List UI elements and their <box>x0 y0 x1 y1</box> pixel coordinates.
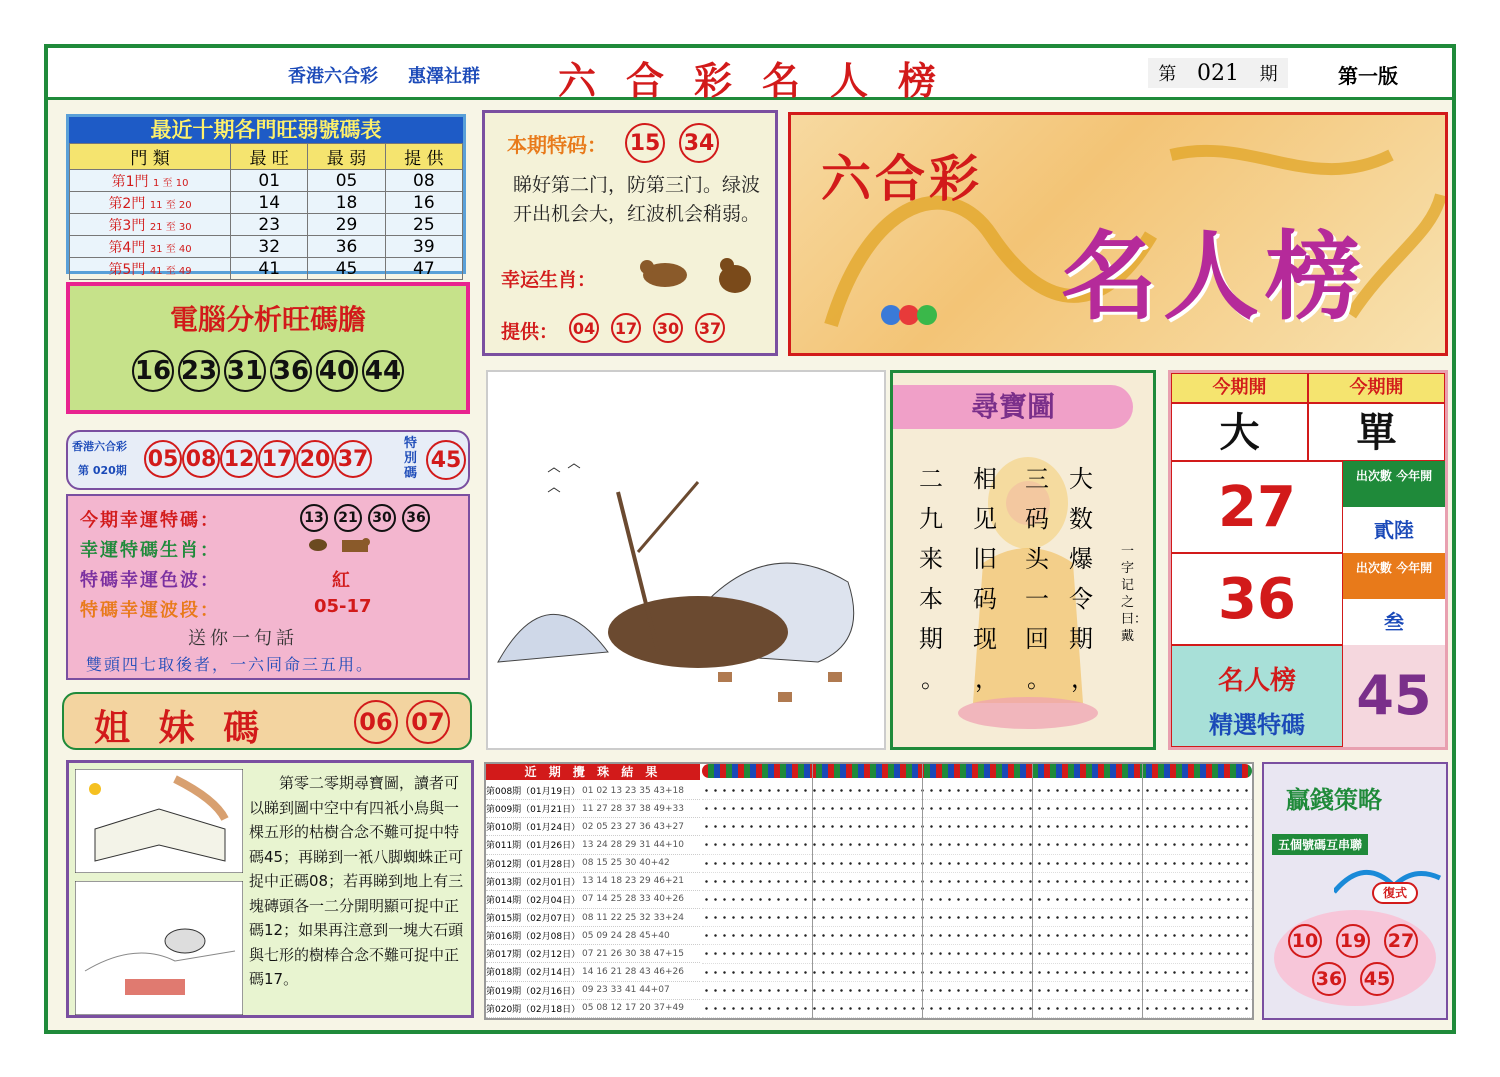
door-table <box>69 143 463 280</box>
right-box <box>1168 370 1448 750</box>
banner-title-2: 名人榜 <box>1061 220 1367 333</box>
cell-give: 16 <box>385 192 462 214</box>
treasure-punct: 。 <box>921 665 945 693</box>
dot-row <box>702 873 1252 891</box>
provide-number: 17 <box>611 313 641 343</box>
computer-number: 36 <box>270 350 312 392</box>
dot-divider <box>922 764 923 1018</box>
history-numbers: 09 23 33 41 44+07 <box>582 985 670 996</box>
famous-special: 45 <box>1343 645 1445 747</box>
last-issue-number: 08 <box>182 440 220 478</box>
poster-frame <box>44 44 1456 1034</box>
history-period: 第018期（02月14日） <box>486 968 581 979</box>
strategy-panel <box>1262 762 1448 1020</box>
strategy-sub: 五個號碼互串聯 <box>1272 834 1368 855</box>
history-row <box>486 891 700 909</box>
history-period: 第013期（02月01日） <box>486 877 581 888</box>
open-label-2: 今期開 <box>1308 373 1445 403</box>
cell-min: 18 <box>308 192 385 214</box>
computer-number: 16 <box>132 350 174 392</box>
last-issue-number: 20 <box>296 440 334 478</box>
dot-row <box>702 909 1252 927</box>
special-number: 15 <box>625 123 665 163</box>
dot-divider <box>1032 764 1033 1018</box>
strategy-number: 45 <box>1360 962 1394 996</box>
cell-min: 29 <box>308 214 385 236</box>
goat-icon <box>75 881 243 1015</box>
treasure-col: 大数爆令期 <box>1069 465 1093 653</box>
tag-1: 出次數 今年開 <box>1343 461 1445 507</box>
issue-post: 期 <box>1259 64 1278 85</box>
issue-pre: 第 <box>1158 64 1177 85</box>
computer-title: 電腦分析旺碼膽 <box>169 303 366 336</box>
door-range: 21 至 30 <box>149 221 192 233</box>
special-panel <box>482 110 778 356</box>
history-row <box>486 945 700 963</box>
treasure-side-note: 一字记之曰：戴 <box>1121 544 1148 644</box>
history-numbers: 02 05 23 27 36 43+27 <box>582 821 685 832</box>
tag-1-value: 貳陸 <box>1374 518 1414 542</box>
hedgehog-icon <box>488 372 884 748</box>
dot-row <box>702 964 1252 982</box>
strategy-oval <box>1274 910 1436 1006</box>
special-label: 特別碼 <box>404 436 418 481</box>
dot-row <box>702 782 1252 800</box>
history-period: 第019期（02月16日） <box>486 986 581 997</box>
cell-give: 08 <box>385 170 462 192</box>
history-period: 第014期（02月04日） <box>486 895 581 906</box>
cell-give: 47 <box>385 258 462 280</box>
strategy-number: 36 <box>1312 962 1346 996</box>
history-numbers: 05 08 12 17 20 37+49 <box>582 1003 685 1014</box>
header-bar <box>48 48 1452 103</box>
strategy-number: 19 <box>1336 924 1370 958</box>
table-row <box>70 192 463 214</box>
sisters-number: 07 <box>406 700 450 744</box>
dot-row <box>702 800 1252 818</box>
dot-row <box>702 982 1252 1000</box>
treasure-punct: 。 <box>1027 665 1051 693</box>
table-row <box>70 258 463 280</box>
sisters-number: 06 <box>354 700 398 744</box>
lucky-color: 紅 <box>332 570 350 591</box>
lucky-number: 13 <box>300 504 328 532</box>
sisters-panel <box>62 692 472 750</box>
history-period: 第009期（01月21日） <box>486 805 581 816</box>
lucky-number: 21 <box>334 504 362 532</box>
strategy-number: 27 <box>1384 924 1418 958</box>
history-row <box>486 782 700 800</box>
door-table-title: 最近十期各門旺弱號碼表 <box>69 117 463 143</box>
famous-title: 名人榜 <box>1217 666 1296 696</box>
lucky-panel <box>66 494 470 680</box>
treasure-col: 三码头一回 <box>1025 465 1049 653</box>
treasure-col: 二九来本期 <box>919 465 943 653</box>
history-row <box>486 963 700 981</box>
special-text: 睇好第二门，防第三门。绿波开出机会大，红波机会稍弱。 <box>513 174 761 225</box>
dot-row <box>702 927 1252 945</box>
history-row <box>486 1000 700 1018</box>
computer-number: 31 <box>224 350 266 392</box>
special-label-text: 本期特码： <box>507 133 607 157</box>
computer-number: 44 <box>362 350 404 392</box>
history-row <box>486 909 700 927</box>
history-numbers: 01 02 13 23 35 43+18 <box>582 785 685 796</box>
banner-title-1: 六合彩 <box>821 149 983 208</box>
cell-max: 23 <box>231 214 308 236</box>
history-row <box>486 855 700 873</box>
lucky-r2-label: 幸運特碼生肖： <box>80 540 220 561</box>
history-row <box>486 818 700 836</box>
book-icon <box>75 769 243 873</box>
table-row <box>70 214 463 236</box>
history-rows <box>486 782 700 1018</box>
history-period: 第015期（02月07日） <box>486 914 581 925</box>
table-header: 門 類 <box>70 144 231 170</box>
provide-number: 04 <box>569 313 599 343</box>
dot-divider <box>812 764 813 1018</box>
tag-2: 出次數 今年開 <box>1343 553 1445 599</box>
computer-number: 40 <box>316 350 358 392</box>
history-numbers: 13 14 18 23 29 46+21 <box>582 876 685 887</box>
history-period: 第012期（01月28日） <box>486 859 581 870</box>
history-numbers: 14 16 21 28 43 46+26 <box>582 966 685 977</box>
cell-give: 25 <box>385 214 462 236</box>
door-label: 第1門 <box>111 173 149 190</box>
history-period: 第016期（02月08日） <box>486 932 581 943</box>
history-numbers: 08 15 25 30 40+42 <box>582 858 670 869</box>
table-row <box>70 170 463 192</box>
hot-number-2: 36 <box>1171 553 1343 645</box>
special-number: 34 <box>679 123 719 163</box>
lucky-phrase: 雙頭四七取後者，一六同命三五用。 <box>86 655 375 674</box>
illustration-panel <box>486 370 886 750</box>
door-label: 第5門 <box>108 261 146 278</box>
story-text: 第零二零期尋寶圖，讀者可以睇到圖中空中有四衹小鳥與一棵五形的枯樹合念不難可捉中特碼45；再睇到一衹八脚蜘蛛正可捉中正碼08；若再睇到地上有三塊磚頭各一二分開明顯可捉中正碼12；如果再注意到一塊大石頭與七形的樹棒合念不難可捉中正碼17。 <box>249 774 464 988</box>
famous-box <box>1171 645 1343 747</box>
history-row <box>486 927 700 945</box>
open-size: 大 <box>1171 403 1308 461</box>
monkey-icon <box>635 253 765 297</box>
last-issue-number: 05 <box>144 440 182 478</box>
header-left1: 香港六合彩 <box>288 66 378 87</box>
ball-header <box>702 764 1252 778</box>
computer-panel <box>66 282 470 414</box>
tag-2-value: 叁 <box>1384 610 1404 634</box>
edition-label: 第一版 <box>1338 64 1398 88</box>
history-row <box>486 836 700 854</box>
history-row <box>486 873 700 891</box>
door-range: 11 至 20 <box>149 199 192 211</box>
cell-min: 45 <box>308 258 385 280</box>
last-issue-special: 45 <box>426 440 466 480</box>
history-numbers: 11 27 28 37 38 49+33 <box>582 803 685 814</box>
dot-row <box>702 1000 1252 1018</box>
lucky-number: 30 <box>368 504 396 532</box>
cell-max: 41 <box>231 258 308 280</box>
page-title: 六合彩名人榜 <box>558 58 967 103</box>
cell-max: 01 <box>231 170 308 192</box>
table-row <box>70 236 463 258</box>
door-label: 第4門 <box>108 239 146 256</box>
snake-icon <box>306 534 376 556</box>
cell-max: 14 <box>231 192 308 214</box>
last-issue-number: 37 <box>334 440 372 478</box>
door-table-panel <box>66 114 466 279</box>
door-label: 第2門 <box>108 195 146 212</box>
dot-row <box>702 836 1252 854</box>
hot-number-1: 27 <box>1171 461 1343 553</box>
lucky-r4-label: 特碼幸運波段： <box>80 600 220 621</box>
table-header: 最 弱 <box>308 144 385 170</box>
history-period: 第017期（02月12日） <box>486 950 581 961</box>
last-issue-number: 12 <box>220 440 258 478</box>
banner-panel <box>788 112 1448 356</box>
strategy-tag: 復式 <box>1372 882 1418 904</box>
table-header: 提 供 <box>385 144 462 170</box>
history-period: 第020期（02月18日） <box>486 1004 581 1015</box>
dot-row <box>702 855 1252 873</box>
dot-row <box>702 891 1252 909</box>
issue-box <box>1148 58 1288 88</box>
history-period: 第010期（01月24日） <box>486 823 581 834</box>
lucky-range: 05-17 <box>314 596 372 617</box>
history-row <box>486 800 700 818</box>
last-issue-label1: 香港六合彩 <box>72 440 127 453</box>
dot-row <box>702 945 1252 963</box>
dot-row <box>702 818 1252 836</box>
treasure-punct: ， <box>1071 665 1095 693</box>
last-issue-panel <box>66 430 470 490</box>
dot-divider <box>1142 764 1143 1018</box>
cell-max: 32 <box>231 236 308 258</box>
issue-number: 021 <box>1196 60 1239 86</box>
history-numbers: 07 21 26 30 38 47+15 <box>582 948 685 959</box>
last-issue-number: 17 <box>258 440 296 478</box>
cell-min: 36 <box>308 236 385 258</box>
history-numbers: 05 09 24 28 45+40 <box>582 930 670 941</box>
sisters-title: 姐 妹 碼 <box>94 708 268 749</box>
treasure-title: 尋寶圖 <box>893 385 1133 429</box>
history-panel <box>484 762 1254 1020</box>
history-numbers: 08 11 22 25 32 33+24 <box>582 912 685 923</box>
provide-label: 提供： <box>501 321 559 343</box>
last-issue-label2: 第 020期 <box>78 464 127 477</box>
cell-min: 05 <box>308 170 385 192</box>
door-range: 41 至 49 <box>149 265 192 277</box>
treasure-punct: ， <box>975 665 999 693</box>
history-period: 第008期（01月19日） <box>486 787 581 798</box>
provide-number: 30 <box>653 313 683 343</box>
provide-number: 37 <box>695 313 725 343</box>
story-panel <box>66 760 474 1018</box>
history-row <box>486 982 700 1000</box>
famous-sub: 精選特碼 <box>1209 711 1305 739</box>
door-range: 1 至 10 <box>152 177 189 189</box>
lucky-number: 36 <box>402 504 430 532</box>
treasure-panel <box>890 370 1156 750</box>
history-title: 近 期 攪 珠 結 果 <box>486 764 700 780</box>
strategy-title: 贏錢策略 <box>1286 785 1382 814</box>
lucky-r3-label: 特碼幸運色波： <box>80 570 220 591</box>
computer-number: 23 <box>178 350 220 392</box>
history-numbers: 13 24 28 29 31 44+10 <box>582 839 685 850</box>
lucky-phrase-title: 送你一句話 <box>188 628 298 649</box>
dot-grid <box>702 764 1252 1018</box>
door-label: 第3門 <box>108 217 146 234</box>
treasure-col: 相见旧码现 <box>973 465 997 653</box>
history-period: 第011期（01月26日） <box>486 841 581 852</box>
door-range: 31 至 40 <box>149 243 192 255</box>
open-label-1: 今期開 <box>1171 373 1308 403</box>
table-header: 最 旺 <box>231 144 308 170</box>
history-numbers: 07 14 25 28 33 40+26 <box>582 894 685 905</box>
strategy-number: 10 <box>1288 924 1322 958</box>
luck-zodiac-label: 幸运生肖： <box>501 269 597 291</box>
cell-give: 39 <box>385 236 462 258</box>
open-parity: 單 <box>1308 403 1445 461</box>
lucky-r1-label: 今期幸運特碼： <box>80 510 220 531</box>
header-left2: 惠澤社群 <box>408 66 480 87</box>
